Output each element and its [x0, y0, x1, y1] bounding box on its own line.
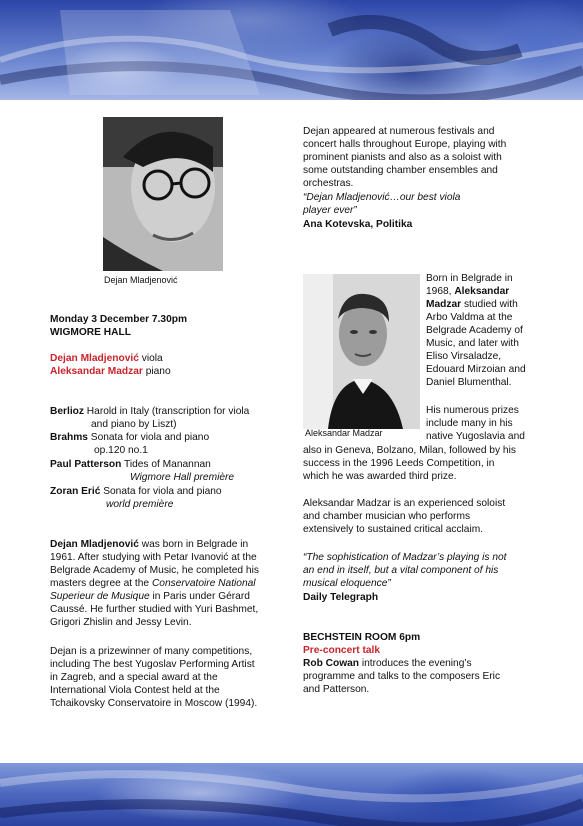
dejan-bio-line-1: [50, 538, 248, 551]
dejan-bio-p2-line-3: in Zagreb, and a special award at the: [50, 672, 218, 683]
madzar-p3-line-3: extensively to sustained critical acclaim.: [303, 524, 484, 535]
madzar-bio-line-3: [426, 298, 518, 311]
madzar-bio-line-1: Born in Belgrade in: [426, 273, 513, 284]
madzar-bio-text: studied with: [461, 299, 518, 310]
madzar-prizes-line-2: include many in his: [426, 418, 513, 429]
dejan-cont-line-4: some outstanding chamber ensembles and: [303, 165, 498, 176]
program-item-4-work: Sonata for viola and piano: [100, 486, 222, 497]
bechstein-text: introduces the evening’s: [359, 658, 472, 669]
madzar-bio-line-9: Daniel Blumenthal.: [426, 377, 512, 388]
dejan-bio-p2-line-5: Tchaikovsky Conservatoire in Moscow (1994).: [50, 698, 258, 709]
dejan-bio-p2-line-2: including The best Yugoslav Performing Artist: [50, 659, 255, 670]
dejan-bio-line-7: Grigori Zhislin and Jessy Levin.: [50, 617, 192, 628]
madzar-quote-line-3: musical eloquence”: [303, 578, 391, 589]
performer-1: [50, 352, 163, 365]
madzar-prizes-line-4: also in Geneva, Bolzano, Milan, followed by his: [303, 445, 516, 456]
program-item-4: [50, 485, 222, 498]
performer-2-instrument: piano: [142, 366, 171, 377]
performer-1-instrument: viola: [138, 353, 163, 364]
program-item-2-cont: op.120 no.1: [94, 445, 148, 456]
concert-date: Monday 3 December 7.30pm: [50, 314, 188, 325]
dejan-bio-line-3: Belgrade Academy of Music, he completed his: [50, 565, 259, 576]
performer-1-name: Dejan Mladjenović: [50, 353, 139, 364]
madzar-photo-caption: Aleksandar Madzar: [305, 428, 383, 438]
dejan-bio-line-5: [50, 590, 250, 603]
dejan-quote-line-1: “Dejan Mladjenović…our best viola: [303, 192, 461, 203]
program-item-1: [50, 405, 249, 418]
performer-2: [50, 365, 171, 378]
bechstein-subheading: Pre-concert talk: [303, 645, 381, 656]
madzar-bio-line-5: Belgrade Academy of: [426, 325, 523, 336]
madzar-bio-line-8: Edouard Mirzoian and: [426, 364, 526, 375]
program-item-2-composer: Brahms: [50, 432, 88, 443]
dejan-bio-text: was born in Belgrade in: [138, 539, 249, 550]
madzar-prizes-line-3: native Yugoslavia and: [426, 431, 525, 442]
program-item-3-composer: Paul Patterson: [50, 459, 122, 470]
footer-banner-image: [0, 763, 583, 826]
dejan-bio-line-2: 1961. After studying with Petar Ivanović at the: [50, 552, 257, 563]
program-item-4-composer: Zoran Erić: [50, 486, 101, 497]
madzar-prizes-line-5: success in the 1996 Leeds Competition, in: [303, 458, 495, 469]
dejan-bio-conservatoire: Superieur de Musique: [50, 591, 150, 602]
program-item-3-cont: Wigmore Hall première: [130, 472, 235, 483]
madzar-quote-line-2: an end in itself, but a vital component of his: [303, 565, 499, 576]
madzar-bio-line-6: Music, and later with: [426, 338, 519, 349]
header-banner-image: [0, 0, 583, 100]
madzar-prizes-line-6: which he was awarded third prize.: [303, 471, 457, 482]
dejan-bio-line-6: Caussé. He further studied with Yuri Bashmet,: [50, 604, 259, 615]
madzar-quote-source: Daily Telegraph: [303, 592, 379, 603]
dejan-photo-caption: Dejan Mladjenović: [104, 275, 178, 285]
dejan-quote-source: Ana Kotevska, Politika: [303, 219, 413, 230]
madzar-photo: [303, 274, 420, 429]
program-item-1-cont: and piano by Liszt): [91, 419, 177, 430]
bechstein-line-1: [303, 657, 472, 670]
program-item-4-cont: world première: [106, 499, 174, 510]
dejan-bio-p2-line-1: Dejan is a prizewinner of many competitions,: [50, 646, 253, 657]
madzar-prizes-line-1: His numerous prizes: [426, 405, 519, 416]
dejan-bio-line-4: [50, 577, 256, 590]
madzar-p3-line-2: and chamber musician who performs: [303, 511, 471, 522]
bechstein-speaker: Rob Cowan: [303, 658, 360, 669]
program-item-1-work: Harold in Italy (transcription for viola: [83, 406, 250, 417]
concert-venue: WIGMORE HALL: [50, 327, 131, 338]
dejan-cont-line-1: Dejan appeared at numerous festivals and: [303, 126, 495, 137]
madzar-bio-line-7: Eliso Virsaladze,: [426, 351, 502, 362]
dejan-cont-line-3: prominent pianists and also as a soloist with: [303, 152, 502, 163]
dejan-photo: [103, 117, 223, 271]
program-item-1-composer: Berlioz: [50, 406, 84, 417]
dejan-bio-text: masters degree at the: [50, 578, 152, 589]
madzar-bio-line-4: Arbo Valdma at the: [426, 312, 513, 323]
bechstein-line-3: and Patterson.: [303, 684, 370, 695]
program-item-3: [50, 458, 211, 471]
madzar-p3-line-1: Aleksandar Madzar is an experienced soloist: [303, 498, 506, 509]
madzar-bio-name: Aleksandar: [454, 286, 510, 297]
dejan-cont-line-5: orchestras.: [303, 178, 354, 189]
madzar-bio-text: 1968,: [426, 286, 455, 297]
performer-2-name: Aleksandar Madzar: [50, 366, 143, 377]
bechstein-heading: BECHSTEIN ROOM 6pm: [303, 632, 421, 643]
dejan-cont-line-2: concert halls throughout Europe, playing with: [303, 139, 507, 150]
bechstein-line-2: programme and talks to the composers Eric: [303, 671, 501, 682]
madzar-bio-line-2: [426, 285, 509, 298]
program-item-3-work: Tides of Manannan: [121, 459, 211, 470]
madzar-bio-name: Madzar: [426, 299, 462, 310]
dejan-bio-p2-line-4: International Viola Contest held at the: [50, 685, 220, 696]
dejan-quote-line-2: player ever”: [303, 205, 357, 216]
madzar-quote-line-1: “The sophistication of Madzar’s playing is not: [303, 552, 507, 563]
program-item-2-work: Sonata for viola and piano: [87, 432, 210, 443]
dejan-bio-conservatoire: Conservatoire National: [151, 578, 256, 589]
program-item-2: [50, 431, 209, 444]
dejan-bio-name: Dejan Mladjenović: [50, 539, 139, 550]
dejan-bio-text: in Paris under Gérard: [149, 591, 250, 602]
